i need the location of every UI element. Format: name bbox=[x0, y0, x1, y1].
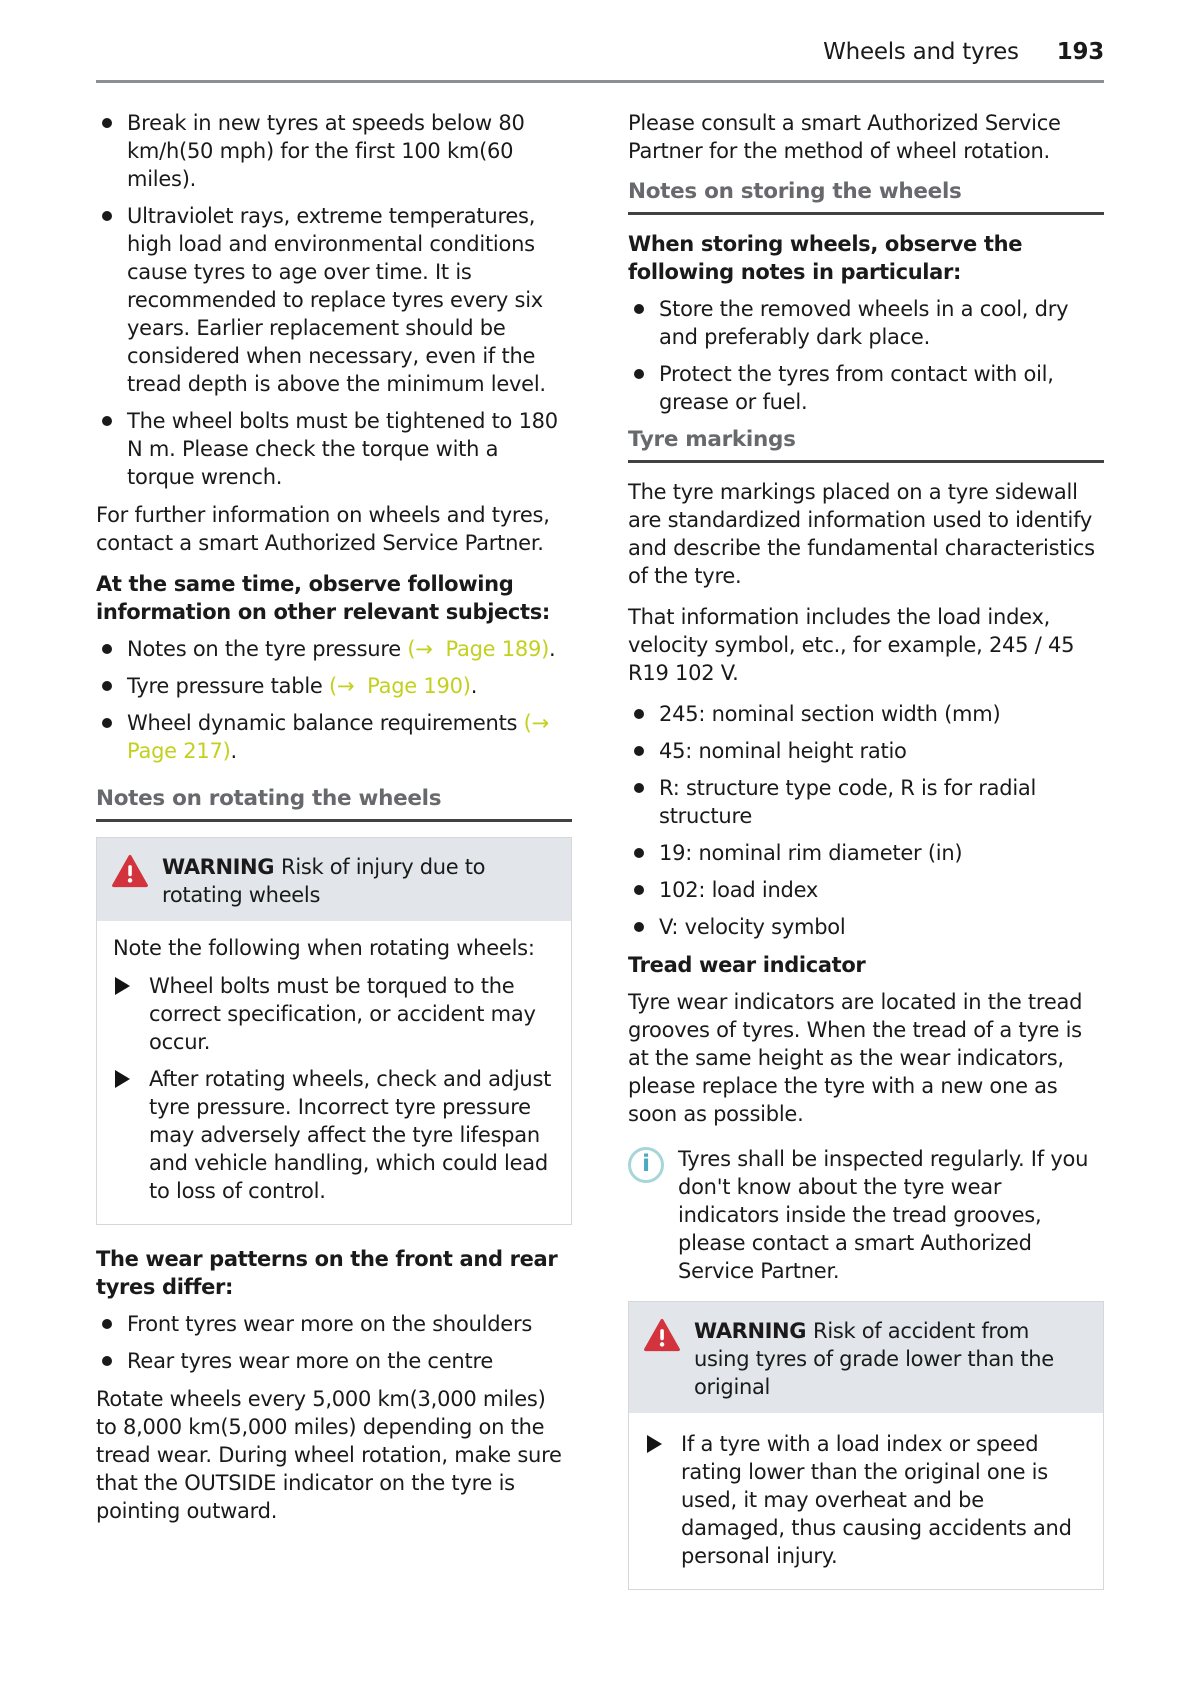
warning-title-text: Risk of injury due to rotating wheels bbox=[162, 855, 486, 907]
bullet-dot-icon bbox=[634, 922, 644, 932]
section-rule bbox=[628, 212, 1104, 215]
info-circle-icon: i bbox=[628, 1147, 664, 1183]
warning-intro: Note the following when rotating wheels: bbox=[113, 936, 535, 960]
bullet-text-suffix: . bbox=[230, 739, 237, 763]
info-note-text: Tyres shall be inspected regularly. If you don't know about the tyre wear indicators inside the tread grooves, please contact a smart Authorized Service Partner. bbox=[678, 1147, 1089, 1283]
bullet-text: Wheel dynamic balance requirements bbox=[127, 711, 524, 735]
bullet-text: The wheel bolts must be tightened to 180 N m. Please check the torque with a torque wrench. bbox=[127, 409, 558, 489]
section-rule bbox=[628, 460, 1104, 463]
bullet-dot-icon bbox=[634, 746, 644, 756]
warning-triangle-icon bbox=[111, 854, 149, 888]
arrow-bullet-icon bbox=[647, 1435, 662, 1453]
page-number: 193 bbox=[1056, 39, 1104, 65]
arrow-bullet-icon bbox=[115, 977, 130, 995]
bullet-text: 245: nominal section width (mm) bbox=[659, 702, 1001, 726]
list-item bbox=[628, 913, 1104, 941]
bullet-dot-icon bbox=[634, 709, 644, 719]
bullet-dot-icon bbox=[102, 644, 112, 654]
page-header-title: Wheels and tyres bbox=[823, 39, 1019, 65]
warning-body bbox=[97, 921, 571, 1224]
warning-title bbox=[162, 853, 555, 909]
warning-box-rotating-wheels bbox=[96, 837, 572, 1225]
bullet-text: After rotating wheels, check and adjust tyre pressure. Incorrect tyre pressure may adversely affect the tyre lifespan and vehicle handling, which could lead to loss of control. bbox=[149, 1067, 552, 1203]
bullet-text: Protect the tyres from contact with oil, grease or fuel. bbox=[659, 362, 1054, 414]
list-item bbox=[96, 1347, 572, 1375]
section-header-tyre-markings: Tyre markings bbox=[628, 427, 796, 452]
tread-wear-paragraph: Tyre wear indicators are located in the tread grooves of tyres. When the tread of a tyre is at the same height as the wear indicators, please replace the tyre with a new one as soon as possible. bbox=[628, 990, 1083, 1126]
list-item bbox=[645, 1430, 1089, 1570]
consult-paragraph: Please consult a smart Authorized Service Partner for the method of wheel rotation. bbox=[628, 111, 1061, 163]
warning-title bbox=[694, 1317, 1087, 1401]
warning-label: WARNING bbox=[694, 1319, 807, 1343]
bullet-text: Notes on the tyre pressure bbox=[127, 637, 408, 661]
section-header-storing-wheels: Notes on storing the wheels bbox=[628, 179, 962, 204]
warning-label: WARNING bbox=[162, 855, 275, 879]
observe-heading: At the same time, observe following information on other relevant subjects: bbox=[96, 572, 550, 624]
bullet-dot-icon bbox=[634, 369, 644, 379]
list-item bbox=[96, 709, 572, 765]
list-item bbox=[628, 360, 1104, 416]
list-item bbox=[113, 972, 557, 1056]
list-item bbox=[628, 876, 1104, 904]
list-item bbox=[96, 202, 572, 398]
list-item bbox=[628, 295, 1104, 351]
warning-triangle-icon bbox=[643, 1318, 681, 1352]
bullet-text: Front tyres wear more on the shoulders bbox=[127, 1312, 533, 1336]
warning-body bbox=[629, 1413, 1103, 1589]
warning-point-list bbox=[645, 1430, 1089, 1570]
list-item bbox=[628, 774, 1104, 830]
arrow-bullet-icon bbox=[115, 1070, 130, 1088]
markings-bullet-list bbox=[628, 700, 1104, 941]
bullet-dot-icon bbox=[102, 681, 112, 691]
section-rule bbox=[96, 819, 572, 822]
page-link-190[interactable]: (→ Page 190) bbox=[329, 674, 471, 698]
page-link-189[interactable]: (→ Page 189) bbox=[407, 637, 550, 661]
bullet-text: R: structure type code, R is for radial structure bbox=[659, 776, 1037, 828]
bullet-dot-icon bbox=[634, 885, 644, 895]
warning-header bbox=[629, 1302, 1103, 1413]
header-rule bbox=[96, 80, 1104, 83]
warning-header bbox=[97, 838, 571, 921]
bullet-dot-icon bbox=[102, 118, 112, 128]
list-item bbox=[628, 737, 1104, 765]
tread-wear-heading: Tread wear indicator bbox=[628, 953, 866, 977]
warning-box-tyre-grade bbox=[628, 1301, 1104, 1590]
list-item bbox=[96, 672, 572, 700]
list-item bbox=[113, 1065, 557, 1205]
reference-bullet-list bbox=[96, 635, 572, 765]
right-column bbox=[628, 109, 1104, 1610]
bullet-text: 45: nominal height ratio bbox=[659, 739, 907, 763]
page-link-217[interactable]: (→ Page 217) bbox=[127, 711, 556, 763]
content-columns bbox=[96, 109, 1104, 1610]
further-info-paragraph: For further information on wheels and tyres, contact a smart Authorized Service Partner. bbox=[96, 503, 550, 555]
bullet-dot-icon bbox=[102, 1356, 112, 1366]
rotate-interval-paragraph: Rotate wheels every 5,000 km(3,000 miles) to 8,000 km(5,000 miles) depending on the tread wear. During wheel rotation, make sure that the OUTSIDE indicator on the tyre is pointing outward. bbox=[96, 1387, 562, 1523]
section-header-rotating-wheels: Notes on rotating the wheels bbox=[96, 786, 442, 811]
bullet-dot-icon bbox=[102, 1319, 112, 1329]
left-column bbox=[96, 109, 572, 1610]
warning-title-text: Risk of accident from using tyres of grade lower than the original bbox=[694, 1319, 1054, 1399]
bullet-text: 19: nominal rim diameter (in) bbox=[659, 841, 963, 865]
bullet-text: Ultraviolet rays, extreme temperatures, high load and environmental conditions cause tyres to age over time. It is recommended to replace tyres every six years. Earlier replacement should be considered when necessary, even if the tread depth is above the minimum level. bbox=[127, 204, 546, 396]
bullet-text: Rear tyres wear more on the centre bbox=[127, 1349, 494, 1373]
storing-bullet-list bbox=[628, 295, 1104, 416]
info-note bbox=[628, 1145, 1104, 1285]
wear-bullet-list bbox=[96, 1310, 572, 1375]
list-item bbox=[628, 700, 1104, 728]
bullet-text: Break in new tyres at speeds below 80 km/h(50 mph) for the first 100 km(60 miles). bbox=[127, 111, 525, 191]
bullet-text: If a tyre with a load index or speed rating lower than the original one is used, it may overheat and be damaged, thus causing accidents and personal injury. bbox=[681, 1432, 1072, 1568]
bullet-text-suffix: . bbox=[549, 637, 556, 661]
bullet-dot-icon bbox=[634, 783, 644, 793]
list-item bbox=[96, 407, 572, 491]
bullet-text: Wheel bolts must be torqued to the correct specification, or accident may occur. bbox=[149, 974, 536, 1054]
storing-heading: When storing wheels, observe the following notes in particular: bbox=[628, 232, 1023, 284]
bullet-dot-icon bbox=[102, 416, 112, 426]
bullet-text-suffix: . bbox=[470, 674, 478, 698]
warning-point-list bbox=[113, 972, 557, 1205]
page-header bbox=[96, 38, 1104, 66]
bullet-dot-icon bbox=[102, 718, 112, 728]
bullet-dot-icon bbox=[102, 211, 112, 221]
bullet-text: V: velocity symbol bbox=[659, 915, 846, 939]
bullet-dot-icon bbox=[634, 304, 644, 314]
list-item bbox=[628, 839, 1104, 867]
list-item bbox=[96, 1310, 572, 1338]
intro-bullet-list bbox=[96, 109, 572, 491]
list-item bbox=[96, 635, 572, 663]
bullet-text: 102: load index bbox=[659, 878, 819, 902]
markings-paragraph-1: The tyre markings placed on a tyre sidewall are standardized information used to identify and describe the fundamental characteristics of the tyre. bbox=[628, 480, 1095, 588]
bullet-dot-icon bbox=[634, 848, 644, 858]
wear-patterns-heading: The wear patterns on the front and rear tyres differ: bbox=[96, 1247, 558, 1299]
bullet-text: Store the removed wheels in a cool, dry and preferably dark place. bbox=[659, 297, 1069, 349]
bullet-text: Tyre pressure table bbox=[127, 674, 329, 698]
markings-paragraph-2: That information includes the load index, velocity symbol, etc., for example, 245 / 45 R19 102 V. bbox=[628, 605, 1075, 685]
list-item bbox=[96, 109, 572, 193]
